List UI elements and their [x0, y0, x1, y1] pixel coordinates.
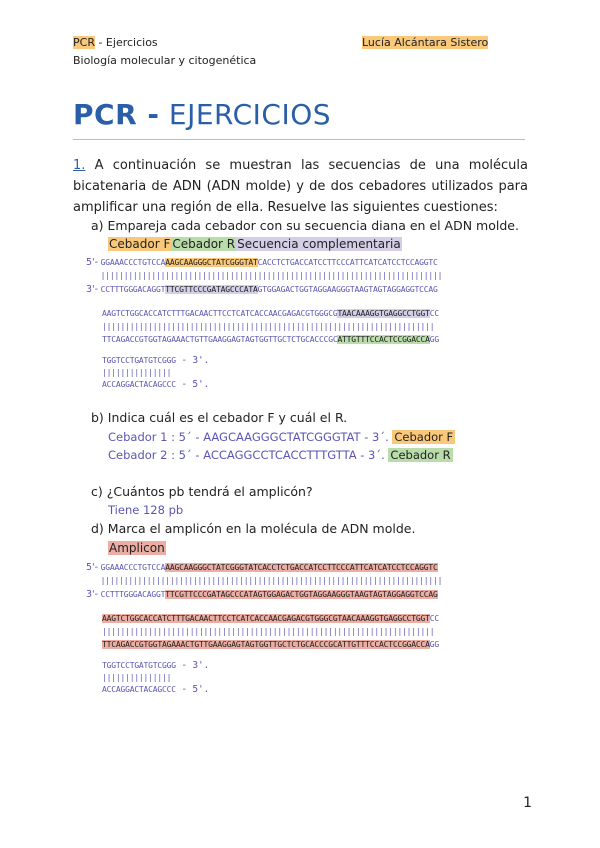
seqD-top3-seq: TGGTCCTGATGTCGGG	[102, 661, 176, 670]
seqD-end5: - 5'.	[175, 684, 209, 695]
legend-amplicon: Amplicon	[109, 541, 165, 555]
question-number: 1.	[73, 158, 86, 173]
seqD-top2	[102, 614, 439, 624]
seqD-top2-post: CC	[429, 614, 439, 623]
seqA-top3-seq: TGGTCCTGATGTCGGG	[102, 356, 176, 365]
question-paragraph	[73, 155, 528, 218]
part-b-answer-2	[108, 448, 453, 462]
seqA-bot1-target: TTCGTTCCCGATAGCCCATA	[165, 285, 258, 294]
cebador-1-sequence: Cebador 1 : 5´ - AAGCAAGGGCTATCGGGTAT - 3´.	[108, 430, 389, 444]
header-course: Biología molecular y citogenética	[73, 54, 257, 67]
label-5prime-d: 5'-	[86, 562, 99, 573]
page-number: 1	[523, 795, 532, 811]
seqA-top1-pre: GGAAACCCTGTCCA	[96, 258, 166, 267]
seqA-bot1-pre: CCTTTGGGACAGGT	[96, 285, 166, 294]
part-c-text: c) ¿Cuántos pb tendrá el amplicón?	[91, 484, 313, 499]
seqA-bot3	[102, 380, 209, 390]
legend-cebador-r: Cebador R	[172, 237, 236, 251]
legend-complementaria: Secuencia complementaria	[237, 237, 401, 251]
seqD-bot2-amplicon: TTCAGACCGTGGTAGAAACTGTTGAAGGAGTAGTGGTTGCTCTGCACCCGCATTGTTTCCACTCCGGACCA	[102, 640, 430, 649]
seqA-end5: - 5'.	[175, 379, 209, 390]
part-b-answer-1	[108, 430, 455, 444]
seqD-bot1-amplicon: TTCGTTCCCGATAGCCCATAGTGGAGACTGGTAGGAAGGGTAAGTAGTAGGAGGTCCAG	[165, 590, 438, 599]
seqA-bot1-post: GTGGAGACTGGTAGGAAGGGTAAGTAGTAGGAGGTCCAG	[257, 285, 438, 294]
seqD-top1-pre: GGAAACCCTGTCCA	[96, 563, 166, 572]
seqA-top1-post: CACCTCTGACCATCCTTCCCATTCATCATCCTCCAGGTC	[257, 258, 438, 267]
seqA-bars1: ||||||||||||||||||||||||||||||||||||||||||||||||||||||||||||||||||||||||||	[96, 271, 443, 280]
seqD-bot1-pre: CCTTTGGGACAGGT	[96, 590, 166, 599]
seqD-bars1: ||||||||||||||||||||||||||||||||||||||||||||||||||||||||||||||||||||||||||	[96, 576, 443, 585]
title-bold: PCR -	[73, 98, 160, 131]
seqD-bot2	[102, 640, 439, 650]
seqA-bot2-post: GG	[429, 335, 440, 344]
seqD-bot2-post: GG	[429, 640, 439, 649]
page-title	[73, 98, 331, 131]
seqA-top2	[102, 309, 439, 319]
seqA-bot2	[102, 335, 439, 345]
seqD-top3	[102, 661, 209, 671]
seqA-bot2-pre: TTCAGACCGTGGTAGAAACTGTTGAAGGAGTAGTGGTTGCTCTGCACCCGC	[102, 335, 338, 344]
seqD-end3: - 3'.	[175, 660, 209, 671]
part-d-legend	[108, 541, 166, 555]
seqA-top2-target: TAACAAAGGTGAGGCCTGGT	[337, 309, 430, 318]
seqA-bars3: |||||||||||||||	[102, 368, 172, 377]
part-a-legend	[108, 237, 402, 251]
label-5prime-a: 5'-	[86, 257, 99, 268]
part-b-text: b) Indica cuál es el cebador F y cuál el R.	[91, 410, 348, 425]
seqA-top2-post: CC	[429, 309, 440, 318]
seqA-bot1	[96, 285, 438, 295]
seqD-top1-amplicon: AAGCAAGGGCTATCGGGTATCACCTCTGACCATCCTTCCCATTCATCATCCTCCAGGTC	[165, 563, 438, 572]
seqD-bars3: |||||||||||||||	[102, 673, 172, 682]
header-subject-highlight: PCR	[73, 36, 95, 49]
cebador-2-tag: Cebador R	[390, 448, 451, 462]
seqD-bars2: ||||||||||||||||||||||||||||||||||||||||||||||||||||||||||||||||||||||||	[102, 627, 435, 636]
seqD-bot3	[102, 685, 209, 695]
title-rest: EJERCICIOS	[159, 98, 332, 131]
part-a-text: a) Empareja cada cebador con su secuencia diana en el ADN molde.	[91, 218, 519, 233]
seqA-top2-pre: AAGTCTGGCACCATCTTTGACAACTTCCTCATCACCAACGAGACGTGGGCG	[102, 309, 338, 318]
seqA-bot3-seq: ACCAGGACTACAGCCC	[102, 380, 176, 389]
seqA-top3	[102, 356, 209, 366]
label-3prime-a: 3'-	[86, 284, 99, 295]
seqA-bars2: ||||||||||||||||||||||||||||||||||||||||||||||||||||||||||||||||||||||||	[102, 322, 435, 331]
header-author: Lucía Alcántara Sistero	[362, 36, 489, 49]
header-subject-rest: - Ejercicios	[94, 36, 158, 49]
seqD-bot3-seq: ACCAGGACTACAGCCC	[102, 685, 176, 694]
label-3prime-d: 3'-	[86, 589, 99, 600]
seqA-end3: - 3'.	[175, 355, 209, 366]
seqA-bot2-primer: ATTGTTTCCACTCCGGACCA	[337, 335, 430, 344]
cebador-2-sequence: Cebador 2 : 5´ - ACCAGGCCTCACCTTTGTTA - 3´.	[108, 448, 385, 462]
seqD-bot1	[96, 590, 438, 600]
part-c-answer: Tiene 128 pb	[108, 503, 184, 517]
cebador-1-tag: Cebador F	[394, 430, 454, 444]
seqA-top1	[96, 258, 438, 268]
legend-cebador-f: Cebador F	[109, 237, 171, 251]
question-text: A continuación se muestran las secuencias de una molécula bicatenaria de ADN (ADN molde) y de dos cebadores utilizados para amplificar una región de ella. Resuelve las siguientes cuestiones:	[73, 158, 528, 215]
part-d-text: d) Marca el amplicón en la molécula de ADN molde.	[91, 521, 416, 536]
seqD-top1	[96, 563, 438, 573]
title-divider	[73, 139, 525, 140]
seqD-top2-amplicon: AAGTCTGGCACCATCTTTGACAACTTCCTCATCACCAACGAGACGTGGGCGTAACAAAGGTGAGGCCTGGT	[102, 614, 430, 623]
header-subject	[73, 36, 158, 49]
seqA-top1-primer: AAGCAAGGGCTATCGGGTAT	[165, 258, 258, 267]
